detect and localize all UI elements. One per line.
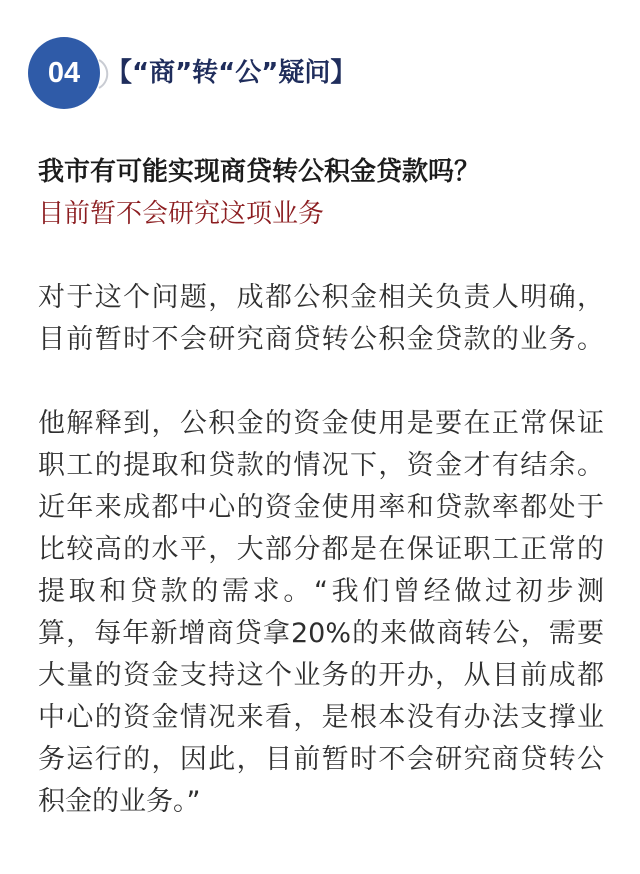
paragraph-line: 务运行的，因此，目前暂时不会研究商贷转公 [38,744,604,775]
paragraph-line: 目前暂时不会研究商贷转公积金贷款的业务。 [38,324,604,355]
paragraph-line: 算，每年新增商贷拿20%的来做商转公，需要 [38,618,604,649]
paragraph-line: 对于这个问题，成都公积金相关负责人明确， [38,282,604,313]
paragraph-line: 比较高的水平，大部分都是在保证职工正常的 [38,534,604,565]
paragraph-line: 中心的资金情况来看，是根本没有办法支撑业 [38,702,604,733]
paragraph-line: 大量的资金支持这个业务的开办，从目前成都 [38,660,604,691]
section-title: 【“商”转“公”疑问】 [106,58,357,88]
paragraph-line: 职工的提取和贷款的情况下，资金才有结余。 [38,450,604,481]
paragraph-line: 积金的业务。” [38,786,201,817]
paragraph-line: 近年来成都中心的资金使用率和贷款率都处于 [38,492,604,523]
badge-number: 04 [47,56,81,89]
paragraph-1 [38,277,604,361]
paragraph-line: 提取和贷款的需求。“我们曾经做过初步测 [38,576,604,607]
paragraph-2 [38,403,604,823]
section-number-badge [28,37,100,109]
paragraph-line: 他解释到，公积金的资金使用是要在正常保证 [38,408,604,439]
question-heading: 我市有可能实现商贷转公积金贷款吗？ [38,157,481,187]
answer-subheading: 目前暂不会研究这项业务 [38,199,325,229]
